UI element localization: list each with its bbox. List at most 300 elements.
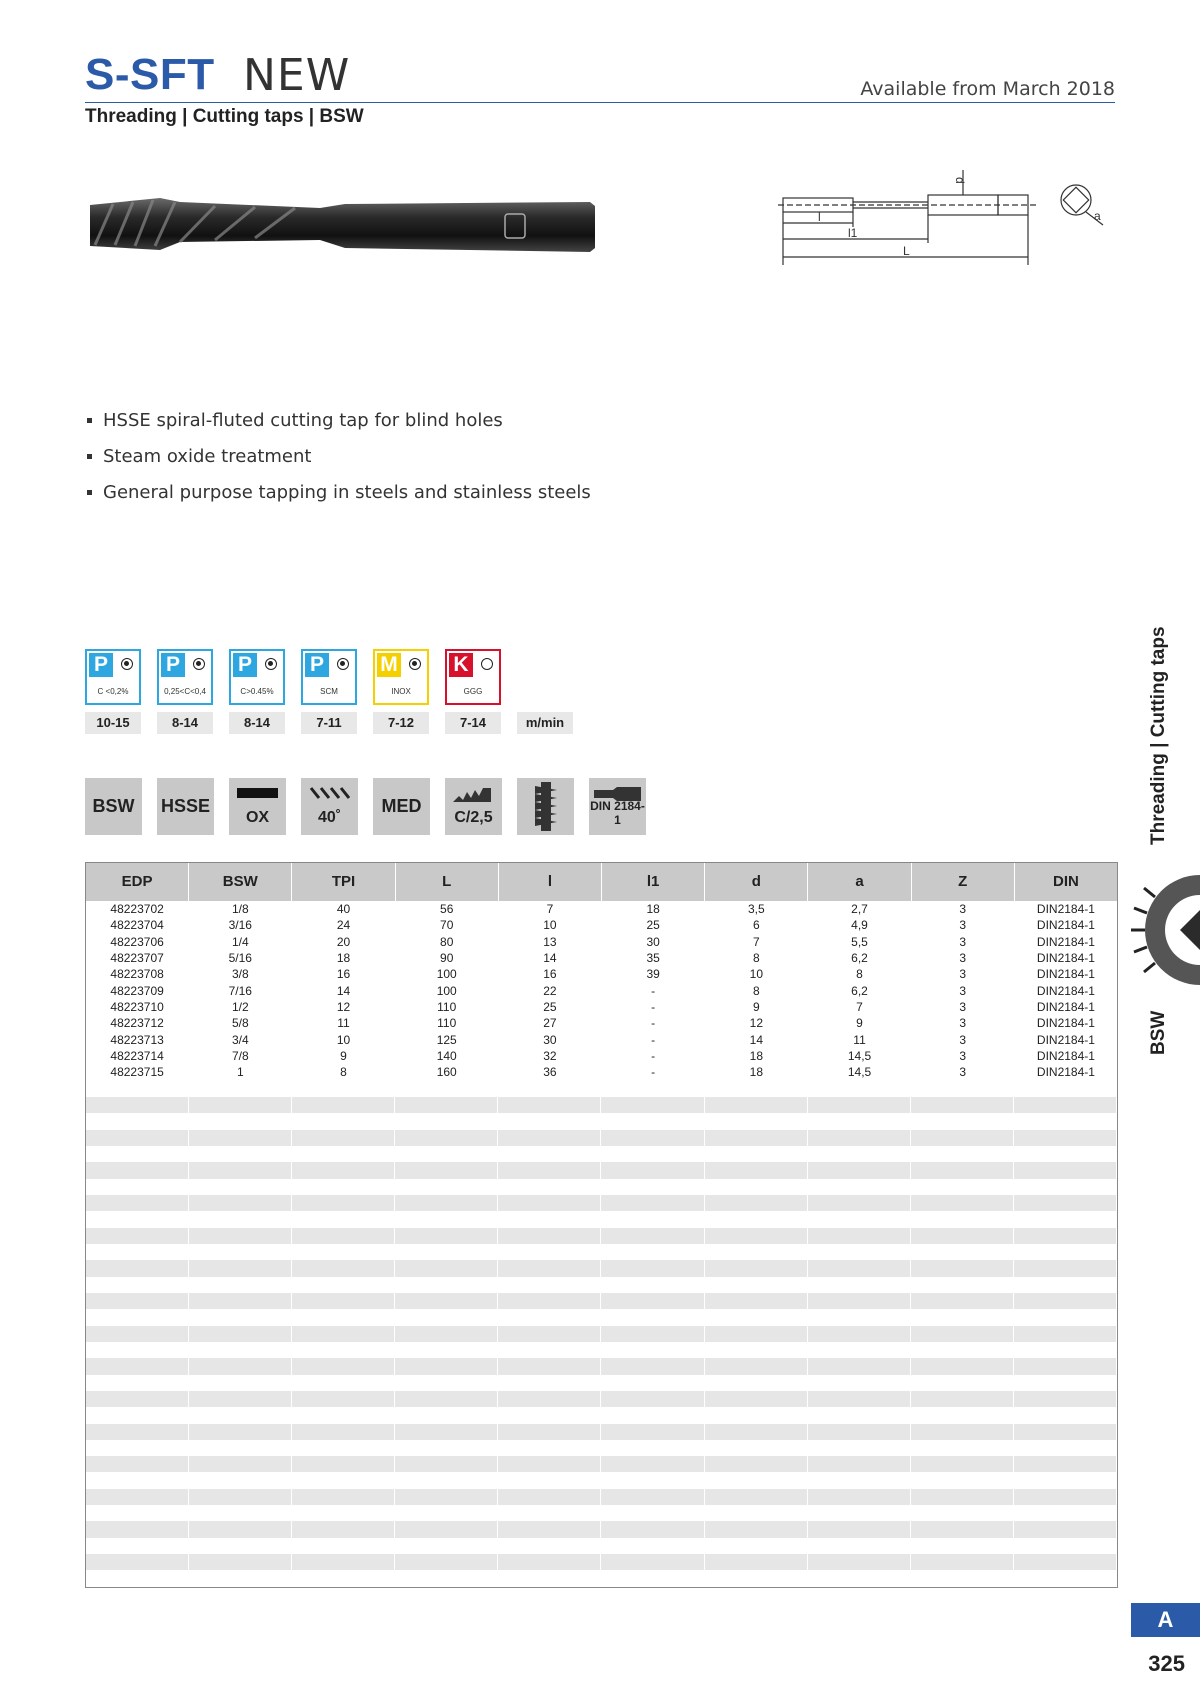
table-cell [705,1538,808,1554]
column-header: l [499,863,602,901]
table-cell: 1/2 [189,999,292,1015]
table-cell [808,1521,911,1537]
table-cell [601,1456,704,1472]
cutting-speed: 10-15 [85,712,141,734]
table-cell: 14 [499,950,602,966]
side-tab-code: BSW [1148,1010,1169,1055]
table-cell: 90 [396,950,499,966]
cutting-speed: 8-14 [229,712,285,734]
table-cell [292,1342,395,1358]
product-title: S-SFT [85,50,215,99]
table-cell [911,1456,1014,1472]
table-cell [292,1538,395,1554]
table-cell [911,1472,1014,1488]
table-cell [498,1472,601,1488]
dimension-drawing [778,165,1128,285]
table-cell [601,1424,704,1440]
table-cell [189,1570,292,1586]
table-cell [911,1440,1014,1456]
table-cell [1014,1538,1117,1554]
table-cell [911,1538,1014,1554]
table-cell: 48223709 [86,983,189,999]
table-cell: 7/8 [189,1048,292,1064]
table-header [86,863,1117,901]
table-cell: 48223714 [86,1048,189,1064]
tap-product-image [85,190,605,260]
spec-label: HSSE [160,796,211,816]
material-box [85,649,141,705]
suitability-full-icon [409,658,421,670]
table-cell: 3/8 [189,966,292,982]
table-cell [292,1456,395,1472]
table-cell: 18 [602,901,705,917]
table-cell [1014,1358,1117,1374]
table-cell [911,1195,1014,1211]
table-cell [292,1146,395,1162]
table-cell: 100 [396,966,499,982]
dim-label-L: L [903,244,910,258]
table-cell: DIN2184-1 [1036,1048,1095,1063]
table-cell [86,1211,189,1227]
table-cell [1014,1554,1117,1570]
table-cell: 14,5 [808,1064,911,1080]
table-cell [292,1081,395,1097]
table-cell [86,1179,189,1195]
table-cell [189,1554,292,1570]
table-cell [292,1162,395,1178]
table-cell [86,1505,189,1521]
table-cell: 24 [292,917,395,933]
table-cell: DIN2184-1 [1036,950,1095,965]
empty-table-row [86,1472,1117,1488]
table-cell: 12 [292,999,395,1015]
table-cell [705,1277,808,1293]
table-cell: 3 [912,966,1015,982]
table-cell [1014,1472,1117,1488]
material-letter: P [305,653,329,677]
material-letter: M [377,653,401,677]
table-cell [911,1211,1014,1227]
material-box [229,649,285,705]
table-cell [292,1505,395,1521]
table-cell [498,1456,601,1472]
table-cell: 8 [808,966,911,982]
table-cell [911,1342,1014,1358]
table-cell [498,1130,601,1146]
table-cell [1014,1505,1117,1521]
cutting-speed: 7-12 [373,712,429,734]
table-cell [86,1570,189,1586]
table-cell [189,1113,292,1129]
table-cell [395,1554,498,1570]
table-cell [808,1407,911,1423]
table-cell: 30 [602,934,705,950]
empty-table-row [86,1342,1117,1358]
table-cell [705,1326,808,1342]
table-cell [1014,1097,1117,1113]
table-cell: 20 [292,934,395,950]
table-cell [395,1293,498,1309]
suitability-full-icon [337,658,349,670]
material-condition: GGG [463,687,483,696]
table-cell [601,1179,704,1195]
cutting-speed: 8-14 [157,712,213,734]
table-cell: - [602,1032,705,1048]
table-cell [705,1505,808,1521]
table-cell [1014,1081,1117,1097]
subtitle: Threading | Cutting taps | BSW [85,106,364,127]
table-cell [86,1521,189,1537]
table-cell [705,1228,808,1244]
table-body [86,901,1117,1587]
table-cell [498,1293,601,1309]
table-cell [1014,1489,1117,1505]
table-cell: 14,5 [808,1048,911,1064]
table-cell [601,1211,704,1227]
table-cell [808,1358,911,1374]
empty-table-row [86,1391,1117,1407]
feature-item: Steam oxide treatment [85,446,591,482]
spec-label: DIN 2184-1 [590,799,645,827]
spec-standard-din [589,778,646,835]
table-cell [292,1211,395,1227]
suitability-full-icon [265,658,277,670]
table-cell [189,1097,292,1113]
table-cell [395,1097,498,1113]
table-cell [86,1554,189,1570]
table-cell [911,1113,1014,1129]
table-cell: 125 [396,1032,499,1048]
empty-table-row [86,1521,1117,1537]
table-cell [808,1326,911,1342]
product-table [85,862,1118,1588]
dim-label-a: a [1094,209,1101,223]
table-cell [1014,1211,1117,1227]
table-cell [808,1293,911,1309]
table-cell [808,1570,911,1586]
table-cell [292,1554,395,1570]
suitability-full-icon [121,658,133,670]
column-header: TPI [292,863,395,901]
table-cell [911,1309,1014,1325]
speed-unit: m/min [517,712,573,734]
table-cell [498,1489,601,1505]
table-cell [601,1195,704,1211]
spec-label: BSW [92,796,135,816]
table-cell [705,1179,808,1195]
table-cell [395,1081,498,1097]
table-cell: 3 [912,999,1015,1015]
table-cell [705,1342,808,1358]
table-cell [86,1244,189,1260]
spec-label: 40˚ [317,809,342,826]
table-cell: 18 [705,1064,808,1080]
dim-label-l: l [818,210,821,224]
table-cell: 3 [912,1048,1015,1064]
table-cell [1014,1326,1117,1342]
suitability-full-icon [193,658,205,670]
table-cell [86,1456,189,1472]
table-cell [86,1440,189,1456]
table-cell: 36 [499,1064,602,1080]
table-cell: 3 [912,917,1015,933]
table-cell [86,1538,189,1554]
table-cell [86,1342,189,1358]
table-cell [911,1570,1014,1586]
table-cell [1014,1228,1117,1244]
table-row [86,917,1117,933]
table-cell [498,1407,601,1423]
table-cell [189,1424,292,1440]
table-row [86,1015,1117,1031]
table-cell [1014,1570,1117,1586]
table-cell [498,1505,601,1521]
dim-label-d: d [953,177,967,184]
spec-hole-med [373,778,430,835]
table-cell: 3 [912,1015,1015,1031]
spec-label: OX [245,809,270,826]
table-cell [292,1244,395,1260]
table-cell [86,1277,189,1293]
table-cell: 40 [292,901,395,917]
table-cell [395,1440,498,1456]
table-cell: 48223713 [86,1032,189,1048]
table-cell [498,1195,601,1211]
material-box [157,649,213,705]
table-cell [292,1391,395,1407]
table-cell [808,1228,911,1244]
table-cell: 3 [912,901,1015,917]
table-cell: 3 [912,1032,1015,1048]
table-cell [395,1146,498,1162]
table-cell [808,1554,911,1570]
table-cell [705,1407,808,1423]
spec-label: MED [381,796,422,816]
table-cell [498,1570,601,1586]
table-row [86,950,1117,966]
table-cell [911,1260,1014,1276]
table-cell [808,1472,911,1488]
table-cell [1014,1293,1117,1309]
table-cell [395,1162,498,1178]
table-cell [705,1260,808,1276]
table-cell [601,1407,704,1423]
material-letter: P [233,653,257,677]
table-cell [808,1097,911,1113]
table-cell [86,1407,189,1423]
table-cell [292,1521,395,1537]
table-cell [808,1489,911,1505]
table-cell [86,1162,189,1178]
empty-table-row [86,1375,1117,1391]
table-cell [395,1489,498,1505]
empty-table-row [86,1424,1117,1440]
table-cell: 80 [396,934,499,950]
table-cell [189,1489,292,1505]
table-cell [86,1391,189,1407]
spec-thread-bsw [85,778,142,835]
section-badge: A [1131,1603,1200,1637]
table-cell [705,1554,808,1570]
table-cell: 48223704 [86,917,189,933]
table-cell [911,1162,1014,1178]
table-cell: 110 [396,1015,499,1031]
table-cell: 3/16 [189,917,292,933]
empty-table-row [86,1228,1117,1244]
table-cell: 30 [499,1032,602,1048]
side-tab-label: Threading | Cutting taps [1148,626,1169,845]
table-row [86,983,1117,999]
table-cell: 48223712 [86,1015,189,1031]
table-cell [601,1570,704,1586]
table-cell: 7 [499,901,602,917]
table-cell [498,1097,601,1113]
table-cell: 5/16 [189,950,292,966]
table-cell [1014,1424,1117,1440]
table-cell: 5/8 [189,1015,292,1031]
table-cell: 7/16 [189,983,292,999]
table-cell [705,1489,808,1505]
table-cell [189,1130,292,1146]
table-cell [705,1391,808,1407]
column-header: d [705,863,808,901]
table-cell [395,1130,498,1146]
table-cell [498,1326,601,1342]
table-cell: 4,9 [808,917,911,933]
table-cell [705,1309,808,1325]
table-cell [911,1097,1014,1113]
table-cell [86,1309,189,1325]
spec-label: C/2,5 [454,809,493,826]
table-cell [911,1179,1014,1195]
table-cell [808,1130,911,1146]
table-cell [808,1277,911,1293]
material-letter: P [89,653,113,677]
table-cell: 160 [396,1064,499,1080]
spec-chamfer [445,778,502,835]
table-cell [601,1554,704,1570]
column-header: a [808,863,911,901]
spec-coating-ox [229,778,286,835]
empty-table-row [86,1326,1117,1342]
table-cell [1014,1130,1117,1146]
table-cell [601,1081,704,1097]
table-cell: 3,5 [705,901,808,917]
table-cell [395,1391,498,1407]
table-cell: 3 [912,950,1015,966]
table-cell: 16 [292,966,395,982]
table-cell: 48223715 [86,1064,189,1080]
table-row [86,901,1117,917]
table-cell [189,1146,292,1162]
table-cell: 48223710 [86,999,189,1015]
table-cell [395,1424,498,1440]
table-cell: DIN2184-1 [1036,902,1095,916]
spec-thread-form [517,778,574,835]
table-cell [86,1260,189,1276]
table-cell [705,1440,808,1456]
cutting-speed: 7-11 [301,712,357,734]
feature-item: General purpose tapping in steels and stainless steels [85,482,591,518]
table-cell [86,1472,189,1488]
table-cell [808,1375,911,1391]
table-cell [808,1391,911,1407]
table-cell [498,1260,601,1276]
table-cell: 1/8 [189,901,292,917]
table-cell [86,1097,189,1113]
table-cell [292,1179,395,1195]
column-header: L [396,863,499,901]
table-cell [292,1130,395,1146]
table-cell [705,1097,808,1113]
table-cell [189,1179,292,1195]
table-cell [292,1375,395,1391]
table-cell [189,1456,292,1472]
table-cell [189,1326,292,1342]
table-cell: DIN2184-1 [1036,1032,1095,1047]
table-cell [601,1326,704,1342]
table-cell [292,1277,395,1293]
table-cell [705,1472,808,1488]
empty-table-row [86,1293,1117,1309]
table-cell [395,1538,498,1554]
empty-table-row [86,1538,1117,1554]
table-row [86,1032,1117,1048]
table-cell: 9 [292,1048,395,1064]
table-row [86,934,1117,950]
empty-table-row [86,1554,1117,1570]
table-cell [705,1211,808,1227]
table-cell [498,1081,601,1097]
table-cell [911,1358,1014,1374]
table-cell [189,1293,292,1309]
material-box [373,649,429,705]
table-cell [292,1260,395,1276]
availability-note: Available from March 2018 [860,78,1115,100]
table-cell [292,1195,395,1211]
table-cell: - [602,1015,705,1031]
table-cell: DIN2184-1 [1036,999,1095,1014]
empty-table-row [86,1179,1117,1195]
table-cell: DIN2184-1 [1036,983,1095,998]
table-cell [292,1309,395,1325]
table-cell [808,1505,911,1521]
table-cell [601,1358,704,1374]
table-cell [292,1113,395,1129]
table-row [86,1064,1117,1080]
table-cell [705,1113,808,1129]
empty-table-row [86,1113,1117,1129]
table-cell: 14 [292,983,395,999]
empty-table-row [86,1456,1117,1472]
table-cell: 2,7 [808,901,911,917]
table-cell [1014,1342,1117,1358]
table-cell [601,1244,704,1260]
table-cell [911,1407,1014,1423]
table-cell: 27 [499,1015,602,1031]
table-cell [498,1162,601,1178]
table-cell [601,1146,704,1162]
table-cell [189,1407,292,1423]
table-cell [189,1521,292,1537]
table-cell [292,1489,395,1505]
table-cell [189,1309,292,1325]
table-cell [601,1521,704,1537]
table-cell [705,1424,808,1440]
table-cell [705,1456,808,1472]
table-cell [1014,1179,1117,1195]
table-cell [292,1440,395,1456]
